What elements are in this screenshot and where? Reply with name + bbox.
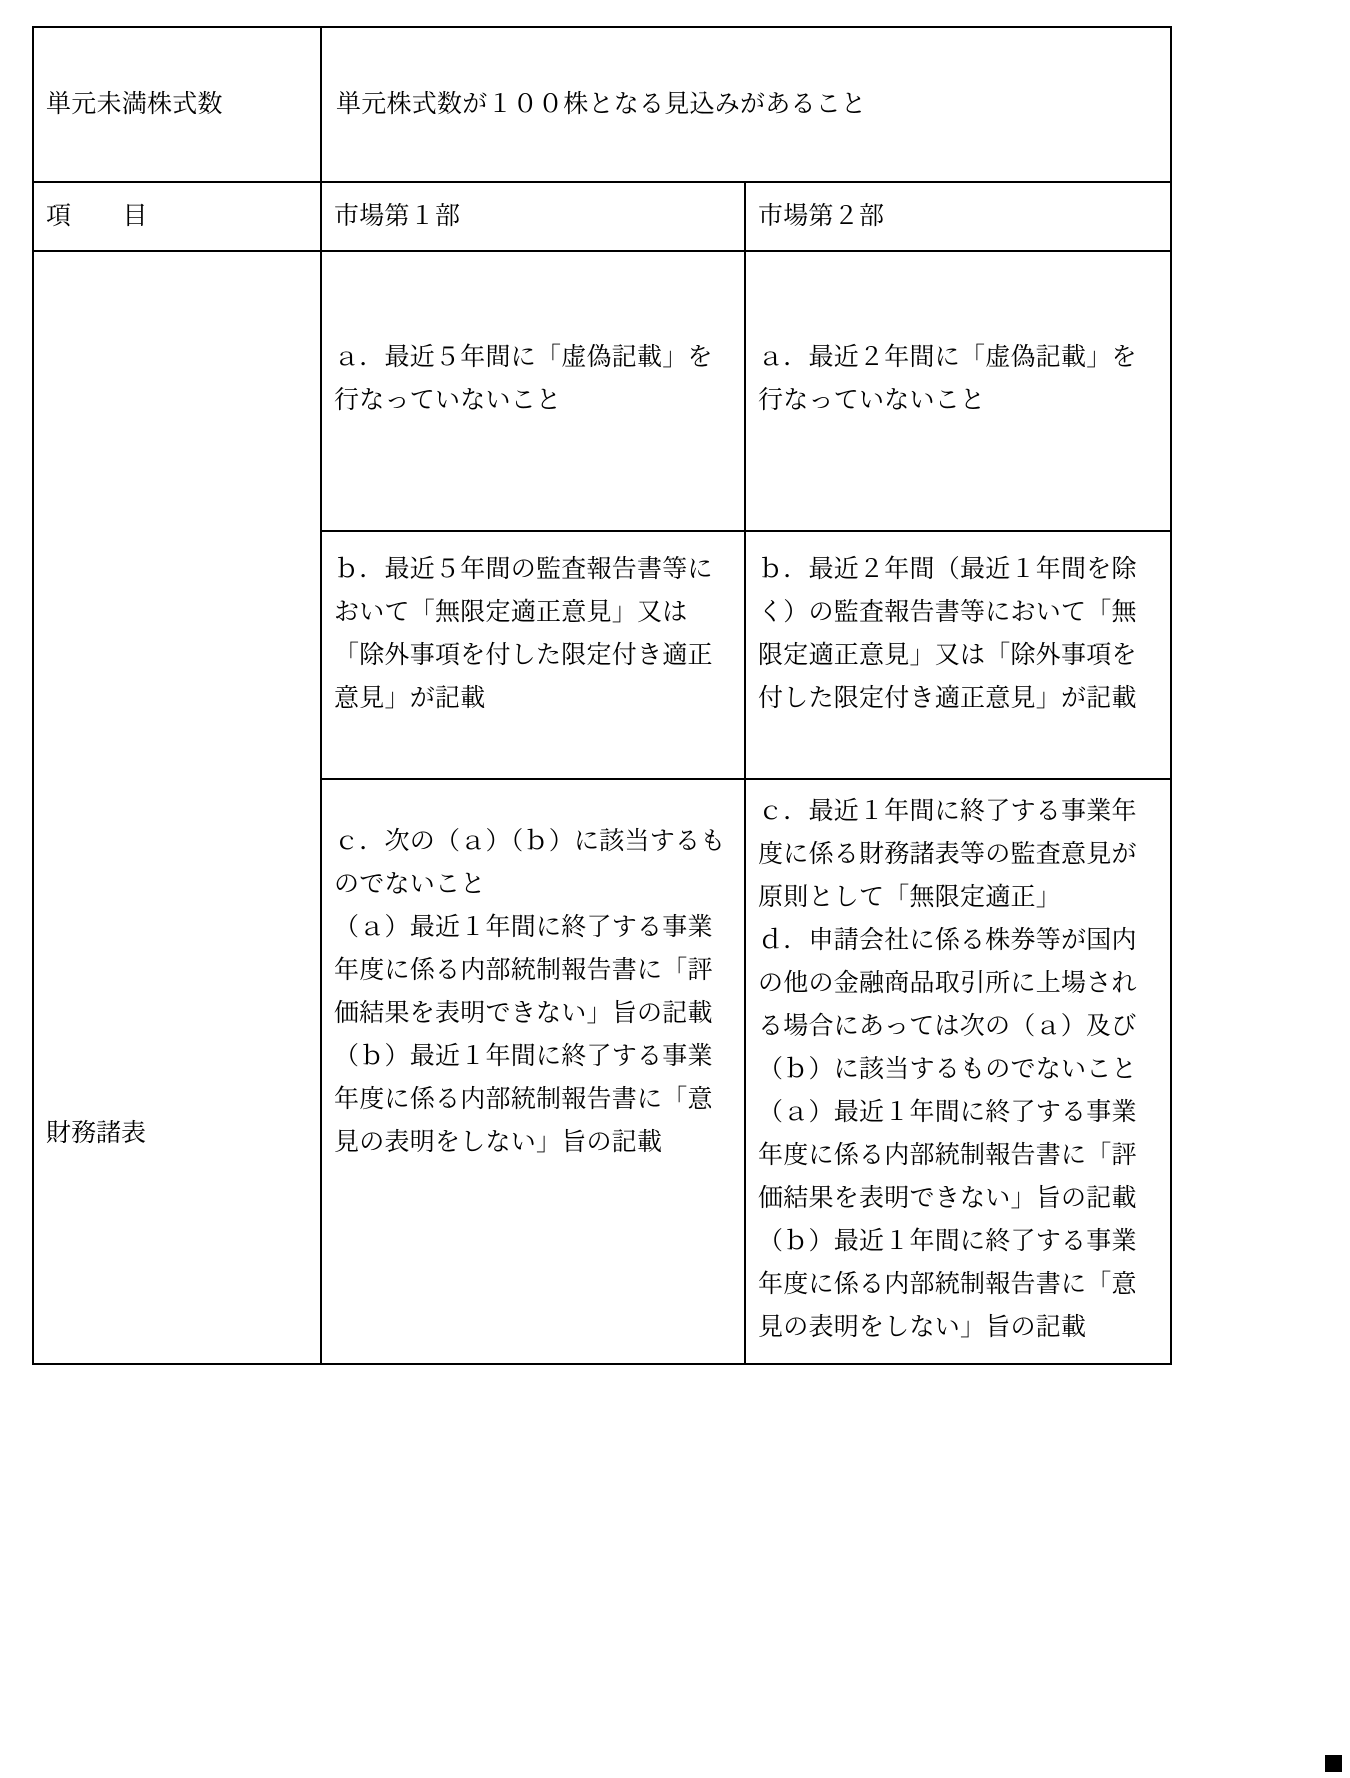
units-row-label-cell (33, 27, 321, 182)
financial-market1-b-cell (321, 531, 745, 779)
financial-market2-d-b-text: （ｂ）最近１年間に終了する事業年度に係る内部統制報告書に「意見の表明をしない」旨の記載 (758, 1228, 1137, 1341)
table-row-financial-a (33, 251, 1171, 531)
header-market1-label: 市場第１部 (334, 203, 461, 230)
financial-market2-d-text: ｄ．申請会社に係る株券等が国内の他の金融商品取引所に上場される場合にあっては次の（ａ）及び（ｂ）に該当するものでないこと (758, 927, 1137, 1083)
financial-statements-label: 財務諸表 (46, 1120, 147, 1147)
page-corner-marker (1325, 1755, 1342, 1772)
financial-market1-c-a-text: （ａ）最近１年間に終了する事業年度に係る内部統制報告書に「評価結果を表明できない」旨の記載 (334, 914, 713, 1027)
header-item-label: 項 目 (46, 203, 149, 230)
header-market1-cell (321, 182, 745, 251)
listing-criteria-table (32, 26, 1172, 1365)
units-row-label: 単元未満株式数 (46, 91, 223, 118)
financial-market2-d-a-text: （ａ）最近１年間に終了する事業年度に係る内部統制報告書に「評価結果を表明できない」旨の記載 (758, 1099, 1137, 1212)
financial-market1-c-text: ｃ．次の（ａ）（ｂ）に該当するものでないこと (334, 828, 726, 898)
financial-market2-c-cell (745, 779, 1171, 1364)
financial-market1-a-text: ａ．最近５年間に「虚偽記載」を行なっていないこと (334, 344, 713, 414)
financial-statements-label-cell (33, 251, 321, 1364)
header-market2-label: 市場第２部 (758, 203, 885, 230)
financial-market2-c-text: ｃ．最近１年間に終了する事業年度に係る財務諸表等の監査意見が原則として「無限定適正」 (758, 798, 1137, 911)
financial-market1-c-block (322, 780, 744, 1178)
financial-market2-c-block (746, 780, 1170, 1363)
financial-market1-c-cell (321, 779, 745, 1364)
header-item-cell (33, 182, 321, 251)
financial-market1-a-cell (321, 251, 745, 531)
financial-market2-b-text: ｂ．最近２年間（最近１年間を除く）の監査報告書等において「無限定適正意見」又は「除外事項を付した限定付き適正意見」が記載 (758, 556, 1137, 712)
financial-market1-c-b-text: （ｂ）最近１年間に終了する事業年度に係る内部統制報告書に「意見の表明をしない」旨の記載 (334, 1043, 713, 1156)
header-market2-cell (745, 182, 1171, 251)
financial-market2-a-cell (745, 251, 1171, 531)
table-row-header (33, 182, 1171, 251)
units-row-value: 単元株式数が１００株となる見込みがあること (336, 91, 867, 118)
financial-market1-b-text: ｂ．最近５年間の監査報告書等において「無限定適正意見」又は「除外事項を付した限定付き適正意見」が記載 (334, 556, 713, 712)
financial-market2-a-text: ａ．最近２年間に「虚偽記載」を行なっていないこと (758, 344, 1137, 414)
financial-market2-b-cell (745, 531, 1171, 779)
units-row-value-cell (321, 27, 1171, 182)
table-row-units (33, 27, 1171, 182)
